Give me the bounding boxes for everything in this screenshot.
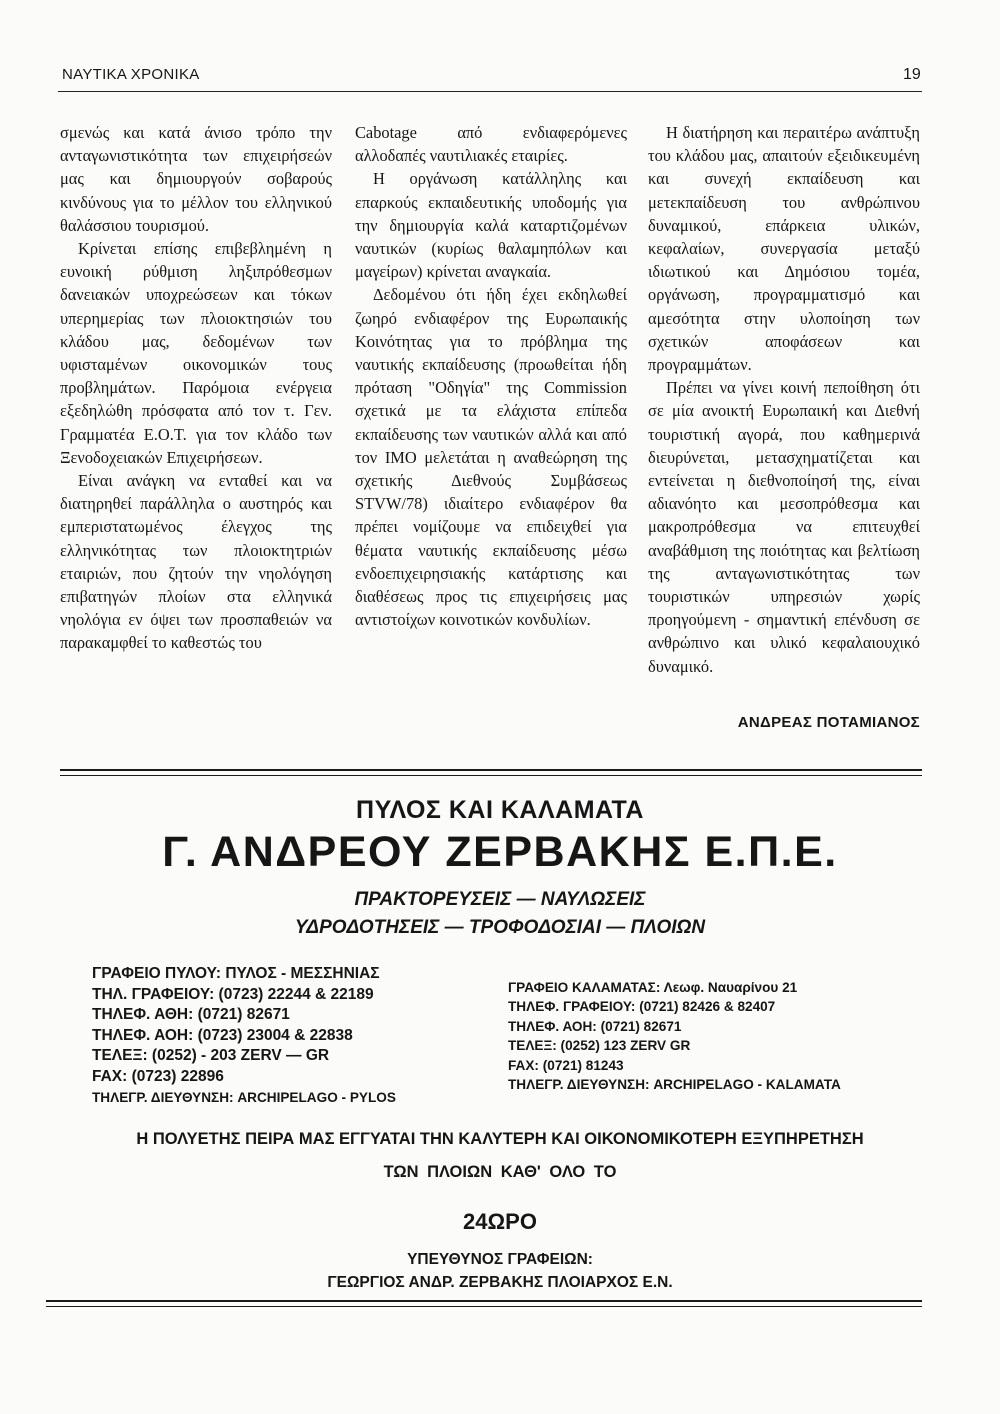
ad-slogan-line-2: ΤΩΝ ΠΛΟΙΩΝ ΚΑΘ' ΟΛΟ ΤΟ (383, 1163, 617, 1181)
office-pylos-block (92, 964, 396, 1108)
page-number: 19 (903, 66, 921, 83)
ad-top-rule-thin (60, 775, 922, 776)
office-pylos-line: ΤΗΛΕΦ. ΑΘΗ: (0721) 82671 (92, 1006, 290, 1024)
ad-bottom-rule-thin (46, 1306, 922, 1307)
article-paragraph: σμενώς και κατά άνισο τρόπο την ανταγωνιστικότητα των επιχειρήσεών μας και δημιουργούν σοβαρούς κινδύνους για το μέλλον του ελληνικού θαλάσσιου τουρισμού. (60, 123, 332, 235)
ad-slogan-line-1: Η ΠΟΛΥΕΤΗΣ ΠΕΙΡΑ ΜΑΣ ΕΓΓΥΑΤΑΙ ΤΗΝ ΚΑΛΥΤΕΡΗ ΚΑΙ ΟΙΚΟΝΟΜΙΚΟΤΕΡΗ ΕΞΥΠΗΡΕΤΗΣΗ (136, 1130, 864, 1148)
office-pylos-line: ΤΗΛΕΓΡ. ΔΙΕΥΘΥΝΣΗ: ARCHIPELAGO - PYLOS (92, 1089, 396, 1105)
office-kalamata-line: ΤΗΛΕΦ. ΑΟΗ: (0721) 82671 (508, 1018, 682, 1034)
article-paragraph: Πρέπει να γίνει κοινή πεποίθηση ότι σε μία ανοικτή Ευρωπαική και Διεθνή τουριστική αγορά, που καθημερινά διευρύνεται, μετασχηματίζεται και εντείνεται η διεθνοποίησή της, είναι αδιανόητο και μεσοπρόθεσμα και μακροπρόθεσμα να επιτευχθεί αναβάθμιση της ποιότητας και βελτίωση της ανταγωνιστικότητας των τουριστικών υπηρεσιών χωρίς προηγούμενη - σημαντική επένδυση σε ανθρώπινο και υλικό κεφαλαιουχικό δυναμικό. (648, 378, 920, 676)
office-kalamata-block (508, 978, 841, 1094)
office-kalamata-line: ΤΕΛΕΞ: (0252) 123 ZERV GR (508, 1038, 691, 1054)
ad-company-name: Γ. ΑΝΔΡΕΟΥ ΖΕΡΒΑΚΗΣ Ε.Π.Ε. (162, 828, 838, 876)
article-column-2 (355, 121, 627, 631)
office-pylos-line: ΤΗΛ. ΓΡΑΦΕΙΟΥ: (0723) 22244 & 22189 (92, 985, 374, 1003)
ad-responsible-label: ΥΠΕΥΘΥΝΟΣ ΓΡΑΦΕΙΩΝ: (407, 1251, 593, 1268)
article-paragraph: Δεδομένου ότι ήδη έχει εκδηλωθεί ζωηρό ενδιαφέρον της Ευρωπαικής Κοινότητας για το πρόβλημα της ναυτικής εκπαίδευσης (προωθείται ήδη πρόταση "Οδηγία" της Commission σχετικά με τα ελάχιστα επίπεδα εκπαίδευσης των ναυτικών αλλά και από τον ΙΜΟ μελετάται η αναθεώρηση της σχετικής Διεθνούς Συμβάσεως STVW/78) ιδιαίτερο ενδιαφέρον θα πρέπει νομίζουμε να επιδειχθεί για θέματα ναυτικής εκπαίδευσης μέσω ενδοεπιχειρησιακής κατάρτισης και διαθέσεως προς τις επιχειρήσεις μας αντιστοίχων κοινοτικών κονδυλίων. (355, 285, 627, 630)
header-rule (58, 91, 922, 92)
article-paragraph: Η οργάνωση κατάλληλης και επαρκούς εκπαιδευτικής υποδομής για την δημιουργία καλά καταρτιζομένων ναυτικών (κυρίως θαλαμηπόλων και μαγείρων) κρίνεται αναγκαία. (355, 169, 627, 282)
ad-24-hours: 24ΩΡΟ (463, 1209, 537, 1234)
office-kalamata-line: ΤΗΛΕΓΡ. ΔΙΕΥΘΥΝΣΗ: ARCHIPELAGO - KALAMATA (508, 1077, 841, 1093)
ad-cities: ΠΥΛΟΣ ΚΑΙ ΚΑΛΑΜΑΤΑ (356, 796, 644, 824)
article-paragraph: Η διατήρηση και περαιτέρω ανάπτυξη του κλάδου μας, απαιτούν εξειδικευμένη και συνεχή εκπαίδευση και μετεκπαίδευση του ανθρώπινου δυναμικού, επάρκεια υλικών, κεφαλαίων, συνεργασία μεταξύ ιδιωτικού και Δημόσιου τομέα, οργάνωση, προγραμματισμό και αμεσότητα στην υλοποίηση των σχετικών αποφάσεων και προγραμμάτων. (648, 123, 920, 375)
office-pylos-line: FAX: (0723) 22896 (92, 1067, 224, 1085)
office-pylos-line: ΤΕΛΕΞ: (0252) - 203 ZERV — GR (92, 1047, 330, 1065)
office-kalamata-line: FAX: (0721) 81243 (508, 1057, 624, 1073)
publication-title: ΝΑΥΤΙΚΑ ΧΡΟΝΙΚΑ (62, 66, 200, 83)
ad-top-rule (60, 769, 922, 771)
article-paragraph: Cabotage από ενδιαφερόμενες αλλοδαπές ναυτιλιακές εταιρίες. (355, 123, 627, 166)
office-pylos-line: ΓΡΑΦΕΙΟ ΠΥΛΟΥ: ΠΥΛΟΣ - ΜΕΣΣΗΝΙΑΣ (92, 965, 380, 982)
office-kalamata-line: ΤΗΛΕΦ. ΓΡΑΦΕΙΟΥ: (0721) 82426 & 82407 (508, 999, 776, 1015)
ad-responsible-name: ΓΕΩΡΓΙΟΣ ΑΝΔΡ. ΖΕΡΒΑΚΗΣ ΠΛΟΙΑΡΧΟΣ Ε.Ν. (327, 1274, 673, 1291)
office-kalamata-line: ΓΡΑΦΕΙΟ ΚΑΛΑΜΑΤΑΣ: Λεωφ. Ναυαρίνου 21 (508, 980, 798, 995)
author-signature: ΑΝΔΡΕΑΣ ΠΟΤΑΜΙΑΝΟΣ (737, 714, 920, 731)
article-column-3 (648, 121, 920, 678)
ad-bottom-rule (46, 1300, 922, 1302)
ad-services-line-2: ΥΔΡΟΔΟΤΗΣΕΙΣ — ΤΡΟΦΟΔΟΣΙΑΙ — ΠΛΟΙΩΝ (294, 917, 706, 938)
article-paragraph: Είναι ανάγκη να ενταθεί και να διατηρηθεί παράλληλα ο αυστηρός και εμπεριστατωμένος έλεγχος της ελληνικότητας των πλοιοκτητριών εταιριών, που ζητούν την νηολόγηση επιβατηγών πλοίων στα ελληνικά νηολόγια εν όψει των προσπαθειών να παρακαμφθεί το καθεστώς του (60, 471, 332, 653)
article-paragraph: Κρίνεται επίσης επιβεβλημένη η ευνοική ρύθμιση ληξιπρόθεσμων δανειακών υποχρεώσεων και τόκων υπερημερίας των πλοιοκτησιών του κλάδου μας, δεδομένων των υφισταμένων οικονομικών τους προβλημάτων. Παρόμοια ενέργεια εξεδηλώθη πρόσφατα από τον τ. Γεν. Γραμματέα Ε.Ο.Τ. για τον κλάδο των Ξενοδοχειακών Επιχειρήσεων. (60, 239, 332, 467)
office-pylos-line: ΤΗΛΕΦ. ΑΟΗ: (0723) 23004 & 22838 (92, 1026, 353, 1044)
ad-services-line-1: ΠΡΑΚΤΟΡΕΥΣΕΙΣ — ΝΑΥΛΩΣΕΙΣ (354, 889, 646, 910)
article-column-1 (60, 121, 332, 655)
